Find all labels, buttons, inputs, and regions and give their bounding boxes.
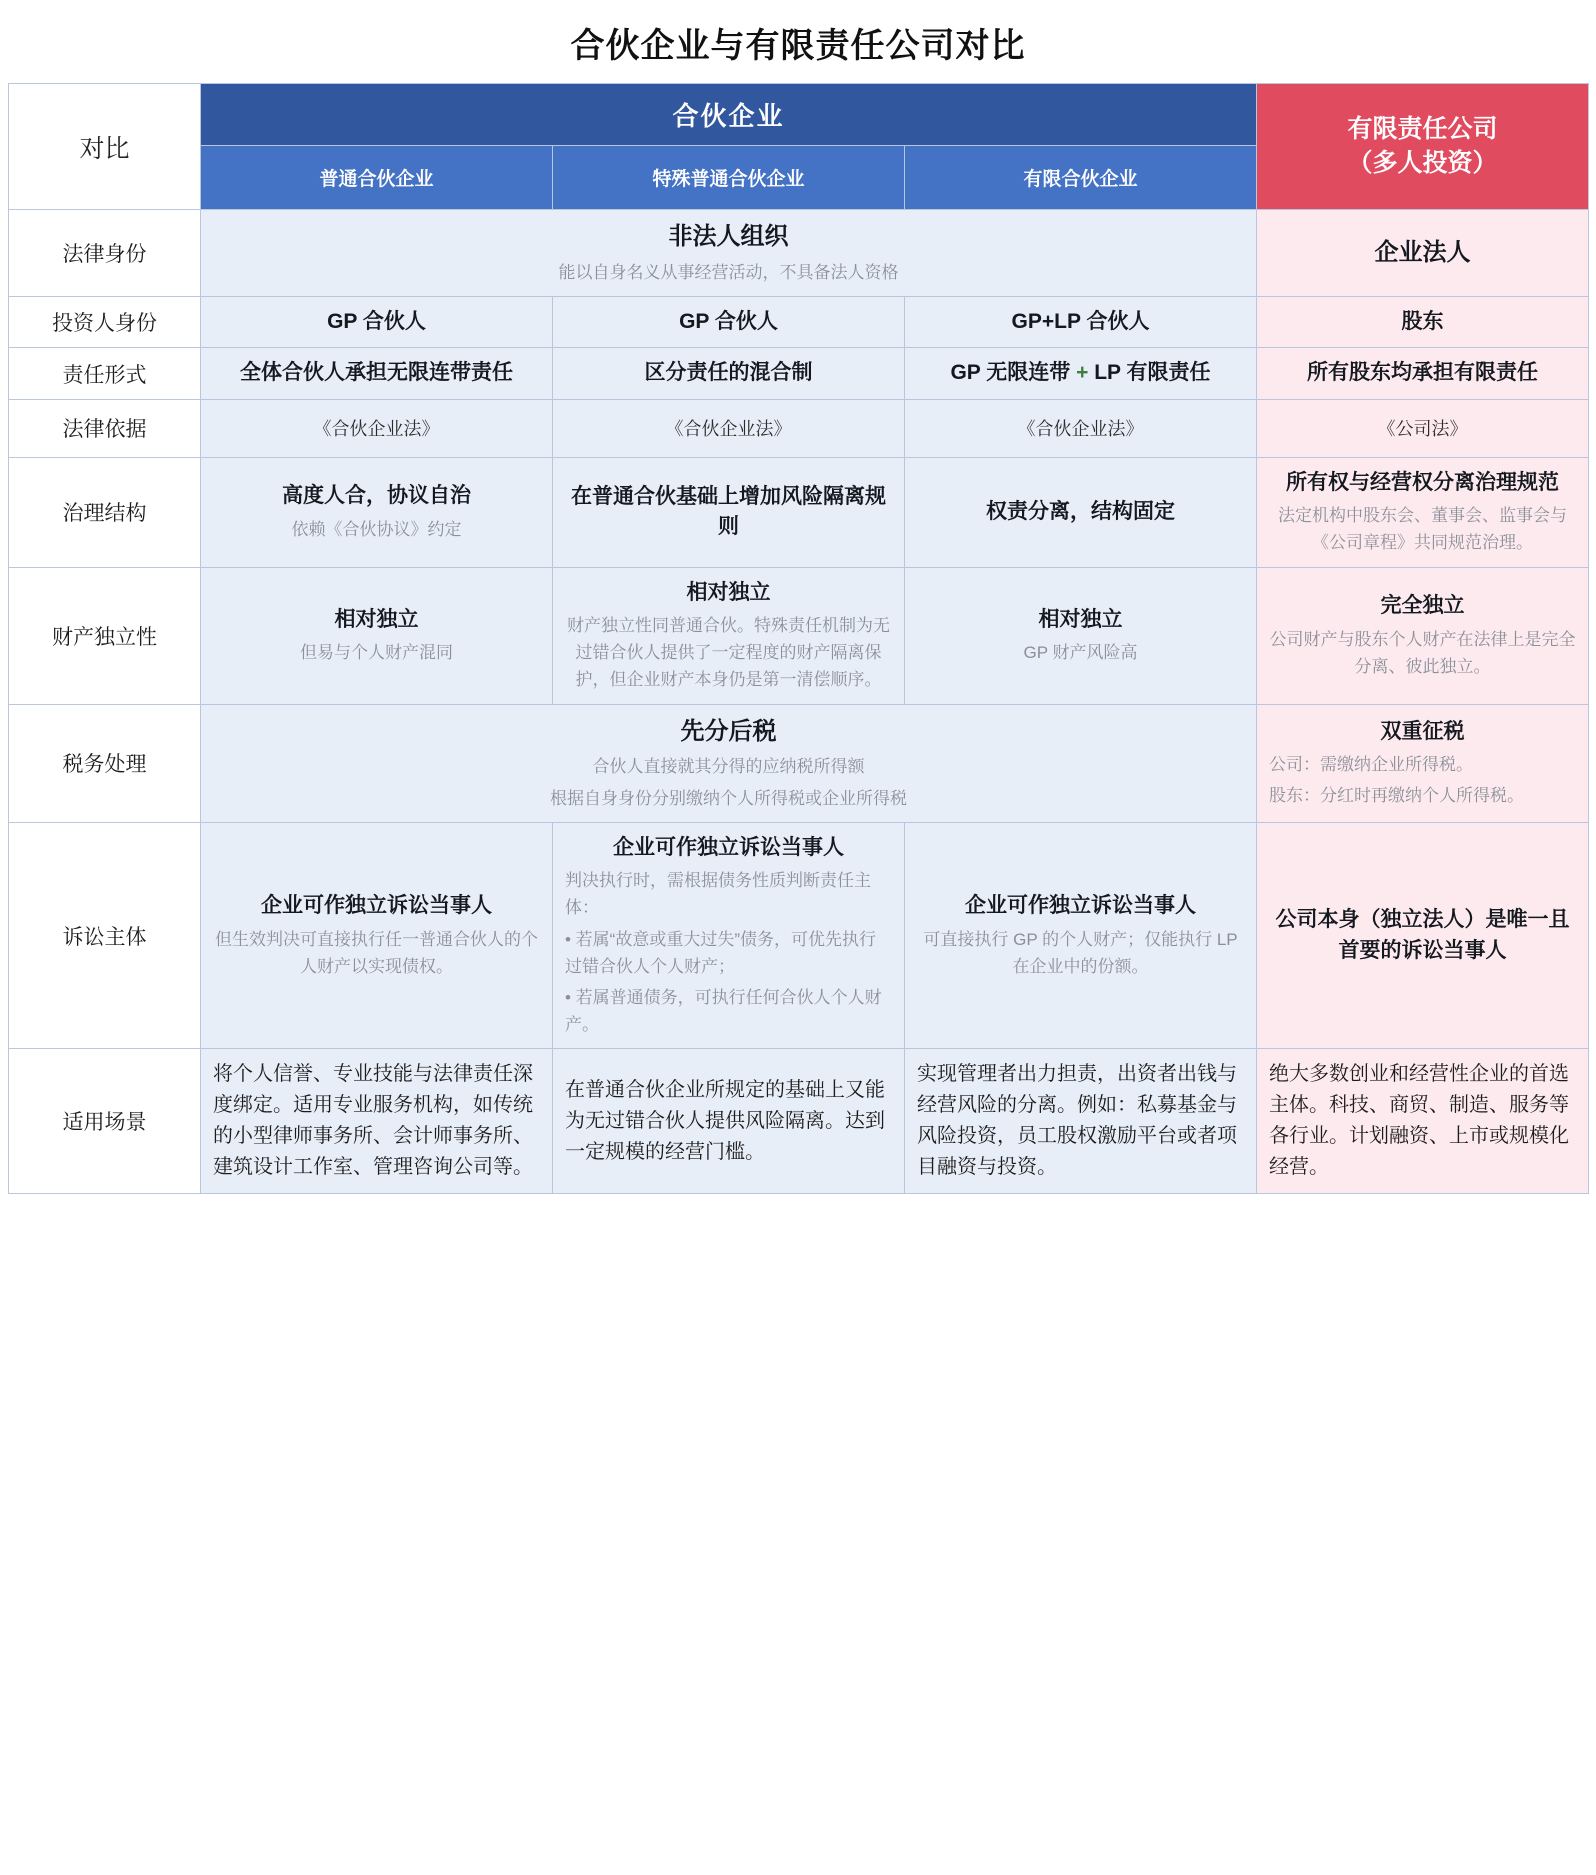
legal-basis-lp-text: 《合伙企业法》 — [1017, 419, 1144, 440]
row-property — [9, 567, 1589, 704]
legal-status-sub: 能以自身名义从事经营活动，不具备法人资格 — [558, 262, 899, 282]
row-label-liability: 责任形式 — [9, 348, 201, 399]
cell-legal-status-llc — [1257, 210, 1589, 297]
cell-investor-lp — [905, 296, 1257, 347]
cell-legal-basis-llc — [1257, 399, 1589, 457]
litigation-sgp-main: 企业可作独立诉讼当事人 — [613, 835, 844, 859]
cell-scenario-lp: 实现管理者出力担责，出资者出钱与经营风险的分离。例如：私募基金与风险投资，员工股权激励平台或者项目融资与投资。 — [905, 1049, 1257, 1194]
cell-legal-basis-gp — [201, 399, 553, 457]
row-label-legal-status: 法律身份 — [9, 210, 201, 297]
header-group-partnership: 合伙企业 — [201, 84, 1257, 146]
cell-tax-llc — [1257, 704, 1589, 822]
header-llc — [1257, 84, 1589, 210]
legal-basis-gp-text: 《合伙企业法》 — [313, 419, 440, 440]
table-header-row-1 — [9, 84, 1589, 146]
litigation-gp-main: 企业可作独立诉讼当事人 — [261, 894, 492, 918]
row-label-investor-status: 投资人身份 — [9, 296, 201, 347]
cell-property-gp — [201, 567, 553, 704]
liability-lp-text — [917, 358, 1244, 388]
cell-scenario-sgp: 在普通合伙企业所规定的基础上又能为无过错合伙人提供风险隔离。达到一定规模的经营门槛。 — [553, 1049, 905, 1194]
row-investor-status — [9, 296, 1589, 347]
comparison-table — [8, 83, 1589, 1194]
cell-investor-llc — [1257, 296, 1589, 347]
legal-basis-sgp-text: 《合伙企业法》 — [665, 419, 792, 440]
liability-sgp-text: 区分责任的混合制 — [644, 361, 813, 385]
cell-governance-sgp — [553, 457, 905, 567]
row-label-governance: 治理结构 — [9, 457, 201, 567]
tax-llc-main: 双重征税 — [1380, 719, 1465, 743]
property-gp-sub: 但易与个人财产混同 — [300, 643, 453, 663]
investor-sgp-text: GP 合伙人 — [679, 309, 778, 333]
page-title: 合伙企业与有限责任公司对比 — [570, 28, 1026, 65]
property-gp-main: 相对独立 — [334, 607, 419, 631]
cell-property-llc — [1257, 567, 1589, 704]
cell-liability-lp — [905, 348, 1257, 399]
cell-governance-gp — [201, 457, 553, 567]
row-liability — [9, 348, 1589, 399]
cell-tax-partnership — [201, 704, 1257, 822]
cell-litigation-llc — [1257, 822, 1589, 1049]
property-lp-sub: GP 财产风险高 — [1023, 643, 1138, 663]
tax-sub-1: 合伙人直接就其分得的应纳税所得额 — [592, 757, 865, 777]
liability-gp-text: 全体合伙人承担无限连带责任 — [240, 361, 513, 385]
investor-lp-text: GP+LP 合伙人 — [1011, 309, 1150, 333]
legal-basis-llc-text: 《公司法》 — [1377, 419, 1468, 440]
row-label-scenario: 适用场景 — [9, 1049, 201, 1194]
legal-status-main: 非法人组织 — [668, 223, 789, 250]
liability-lp-plus: + — [1076, 361, 1089, 385]
cell-governance-lp — [905, 457, 1257, 567]
cell-legal-basis-lp — [905, 399, 1257, 457]
litigation-lp-main: 企业可作独立诉讼当事人 — [965, 894, 1196, 918]
tax-sub-2: 根据自身身份分别缴纳个人所得税或企业所得税 — [550, 788, 907, 808]
row-scenario — [9, 1049, 1589, 1194]
cell-litigation-lp — [905, 822, 1257, 1049]
governance-lp-main: 权责分离，结构固定 — [986, 500, 1175, 524]
row-label-property: 财产独立性 — [9, 567, 201, 704]
header-sub-sgp: 特殊普通合伙企业 — [553, 146, 905, 210]
legal-status-llc-main: 企业法人 — [1374, 238, 1471, 266]
tax-llc-sub-1: 公司：需缴纳企业所得税。 — [1269, 755, 1473, 775]
row-tax — [9, 704, 1589, 822]
cell-legal-basis-sgp — [553, 399, 905, 457]
investor-gp-text: GP 合伙人 — [327, 309, 426, 333]
liability-lp-part2: LP 有限责任 — [1094, 361, 1211, 385]
cell-scenario-llc: 绝大多数创业和经营性企业的首选主体。科技、商贸、制造、服务等各行业。计划融资、上市或规模化经营。 — [1257, 1049, 1589, 1194]
row-label-tax: 税务处理 — [9, 704, 201, 822]
litigation-sgp-sub-2: • 若属“故意或重大过失”债务，可优先执行过错合伙人个人财产； — [565, 929, 876, 976]
cell-legal-status-partnership — [201, 210, 1257, 297]
row-legal-status — [9, 210, 1589, 297]
row-legal-basis — [9, 399, 1589, 457]
property-sgp-sub: 财产独立性同普通合伙。特殊责任机制为无过错合伙人提供了一定程度的财产隔离保护，但企业财产本身仍是第一清偿顺序。 — [567, 616, 890, 690]
property-llc-main: 完全独立 — [1380, 594, 1465, 618]
litigation-lp-sub: 可直接执行 GP 的个人财产；仅能执行 LP 在企业中的份额。 — [923, 929, 1238, 976]
governance-gp-sub: 依赖《合伙协议》约定 — [291, 519, 462, 539]
property-sgp-main: 相对独立 — [686, 580, 771, 604]
governance-llc-main: 所有权与经营权分离治理规范 — [1286, 470, 1559, 494]
property-lp-main: 相对独立 — [1038, 607, 1123, 631]
investor-llc-text: 股东 — [1401, 309, 1444, 333]
litigation-sgp-sub-3: • 若属普通债务，可执行任何合伙人个人财产。 — [565, 988, 882, 1035]
governance-sgp-main: 在普通合伙基础上增加风险隔离规则 — [571, 484, 886, 539]
cell-liability-sgp — [553, 348, 905, 399]
cell-litigation-gp — [201, 822, 553, 1049]
litigation-llc-main: 公司本身（独立法人）是唯一且首要的诉讼当事人 — [1275, 908, 1570, 962]
tax-main: 先分后税 — [680, 717, 777, 745]
cell-litigation-sgp — [553, 822, 905, 1049]
cell-property-lp — [905, 567, 1257, 704]
liability-lp-part1: GP 无限连带 — [950, 361, 1071, 385]
litigation-gp-sub: 但生效判决可直接执行任一普通合伙人的个人财产以实现债权。 — [215, 929, 538, 976]
row-litigation — [9, 822, 1589, 1049]
header-llc-line1: 有限责任公司 — [1347, 114, 1498, 143]
cell-liability-llc — [1257, 348, 1589, 399]
header-corner-label: 对比 — [9, 84, 201, 210]
governance-gp-main: 高度人合，协议自治 — [282, 484, 471, 508]
header-sub-gp: 普通合伙企业 — [201, 146, 553, 210]
header-llc-line2: （多人投资） — [1347, 148, 1498, 177]
litigation-sgp-sub-1: 判决执行时，需根据债务性质判断责任主体： — [565, 871, 871, 918]
cell-property-sgp — [553, 567, 905, 704]
header-sub-lp: 有限合伙企业 — [905, 146, 1257, 210]
cell-investor-gp — [201, 296, 553, 347]
cell-investor-sgp — [553, 296, 905, 347]
row-label-litigation: 诉讼主体 — [9, 822, 201, 1049]
governance-llc-sub: 法定机构中股东会、董事会、监事会与《公司章程》共同规范治理。 — [1278, 506, 1567, 553]
property-llc-sub: 公司财产与股东个人财产在法律上是完全分离、彼此独立。 — [1269, 629, 1576, 676]
liability-llc-text: 所有股东均承担有限责任 — [1307, 361, 1538, 385]
cell-governance-llc — [1257, 457, 1589, 567]
row-label-legal-basis: 法律依据 — [9, 399, 201, 457]
row-governance — [9, 457, 1589, 567]
tax-llc-sub-2: 股东：分红时再缴纳个人所得税。 — [1269, 786, 1524, 806]
cell-liability-gp — [201, 348, 553, 399]
cell-scenario-gp: 将个人信誉、专业技能与法律责任深度绑定。适用专业服务机构，如传统的小型律师事务所、会计师事务所、建筑设计工作室、管理咨询公司等。 — [201, 1049, 553, 1194]
